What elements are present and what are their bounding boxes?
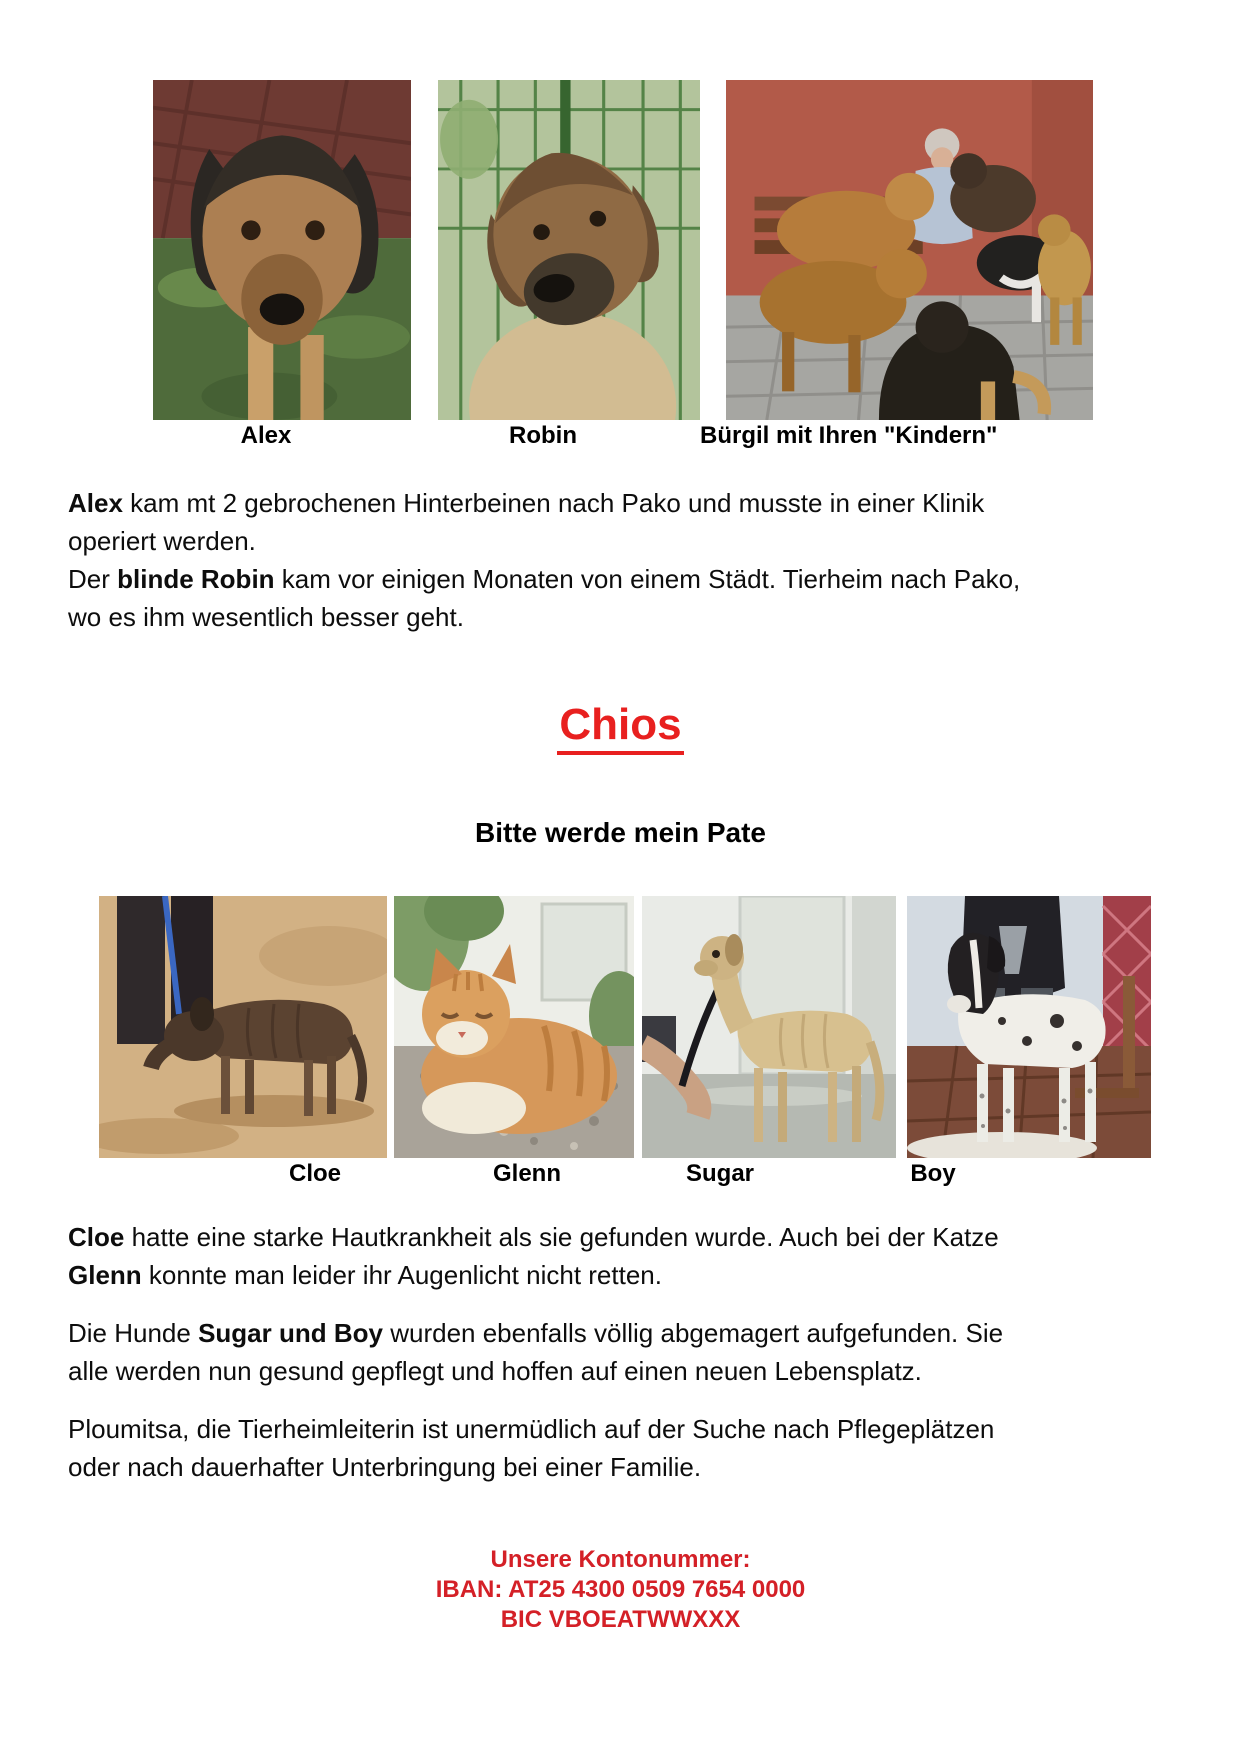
caption-boy: Boy — [910, 1160, 956, 1187]
pako-line-1: Alex kam mt 2 gebrochenen Hinterbeinen nach Pako und musste in einer Klinik — [68, 488, 985, 518]
caption-buergil: Bürgil mit Ihren "Kindern" — [700, 422, 998, 449]
boy-photo-illustration — [907, 896, 1151, 1158]
chios-p1-line-1: Cloe hatte eine starke Hautkrankheit als sie gefunden wurde. Auch bei der Katze — [68, 1222, 999, 1252]
chios-p2-line-1: Die Hunde Sugar und Boy wurden ebenfalls völlig abgemagert aufgefunden. Sie — [68, 1318, 1004, 1348]
account-bic: BIC VBOEATWWXXX — [500, 1606, 741, 1633]
glenn-photo-illustration — [394, 896, 634, 1158]
photo-glenn — [394, 896, 634, 1158]
ploumitsa-paragraph — [68, 1410, 1143, 1486]
account-iban: IBAN: AT25 4300 0509 7654 0000 — [435, 1576, 806, 1603]
photo-buergil — [726, 80, 1093, 420]
photo-alex — [153, 80, 411, 420]
chios-p2-line-2: alle werden nun gesund gepflegt und hoffen auf einen neuen Lebensplatz. — [68, 1356, 922, 1386]
pako-line-2: operiert werden. — [68, 526, 256, 556]
caption-robin: Robin — [509, 422, 577, 449]
photo-cloe — [99, 896, 387, 1158]
caption-cloe: Cloe — [288, 1160, 342, 1187]
pako-paragraph — [68, 484, 1143, 636]
caption-alex: Alex — [240, 422, 292, 449]
chios-p1-line-2: Glenn konnte man leider ihr Augenlicht nicht retten. — [68, 1260, 662, 1290]
pako-line-4: wo es ihm wesentlich besser geht. — [68, 602, 464, 632]
photo-boy — [907, 896, 1151, 1158]
chios-heading: Chios — [557, 700, 683, 755]
pako-line-3: Der blinde Robin kam vor einigen Monaten von einem Städt. Tierheim nach Pako, — [68, 564, 1021, 594]
cloe-photo-illustration — [99, 896, 387, 1158]
photo-sugar — [642, 896, 896, 1158]
buergil-photo-illustration — [726, 80, 1093, 420]
sugar-boy-paragraph — [68, 1314, 1143, 1390]
sugar-photo-illustration — [642, 896, 896, 1158]
account-info — [0, 1545, 1241, 1635]
robin-photo-illustration — [438, 80, 700, 420]
chios-p3-line-1: Ploumitsa, die Tierheimleiterin ist unermüdlich auf der Suche nach Pflegeplätzen — [68, 1414, 995, 1444]
photo-robin — [438, 80, 700, 420]
account-info-title: Unsere Kontonummer: — [490, 1546, 751, 1573]
caption-glenn: Glenn — [492, 1160, 562, 1187]
chios-heading-wrap — [0, 700, 1241, 755]
chios-p3-line-2: oder nach dauerhafter Unterbringung bei einer Familie. — [68, 1452, 702, 1482]
cloe-glenn-paragraph — [68, 1218, 1143, 1294]
caption-sugar: Sugar — [685, 1160, 755, 1187]
alex-photo-illustration — [153, 80, 411, 420]
pate-subtitle: Bitte werde mein Pate — [475, 817, 766, 848]
